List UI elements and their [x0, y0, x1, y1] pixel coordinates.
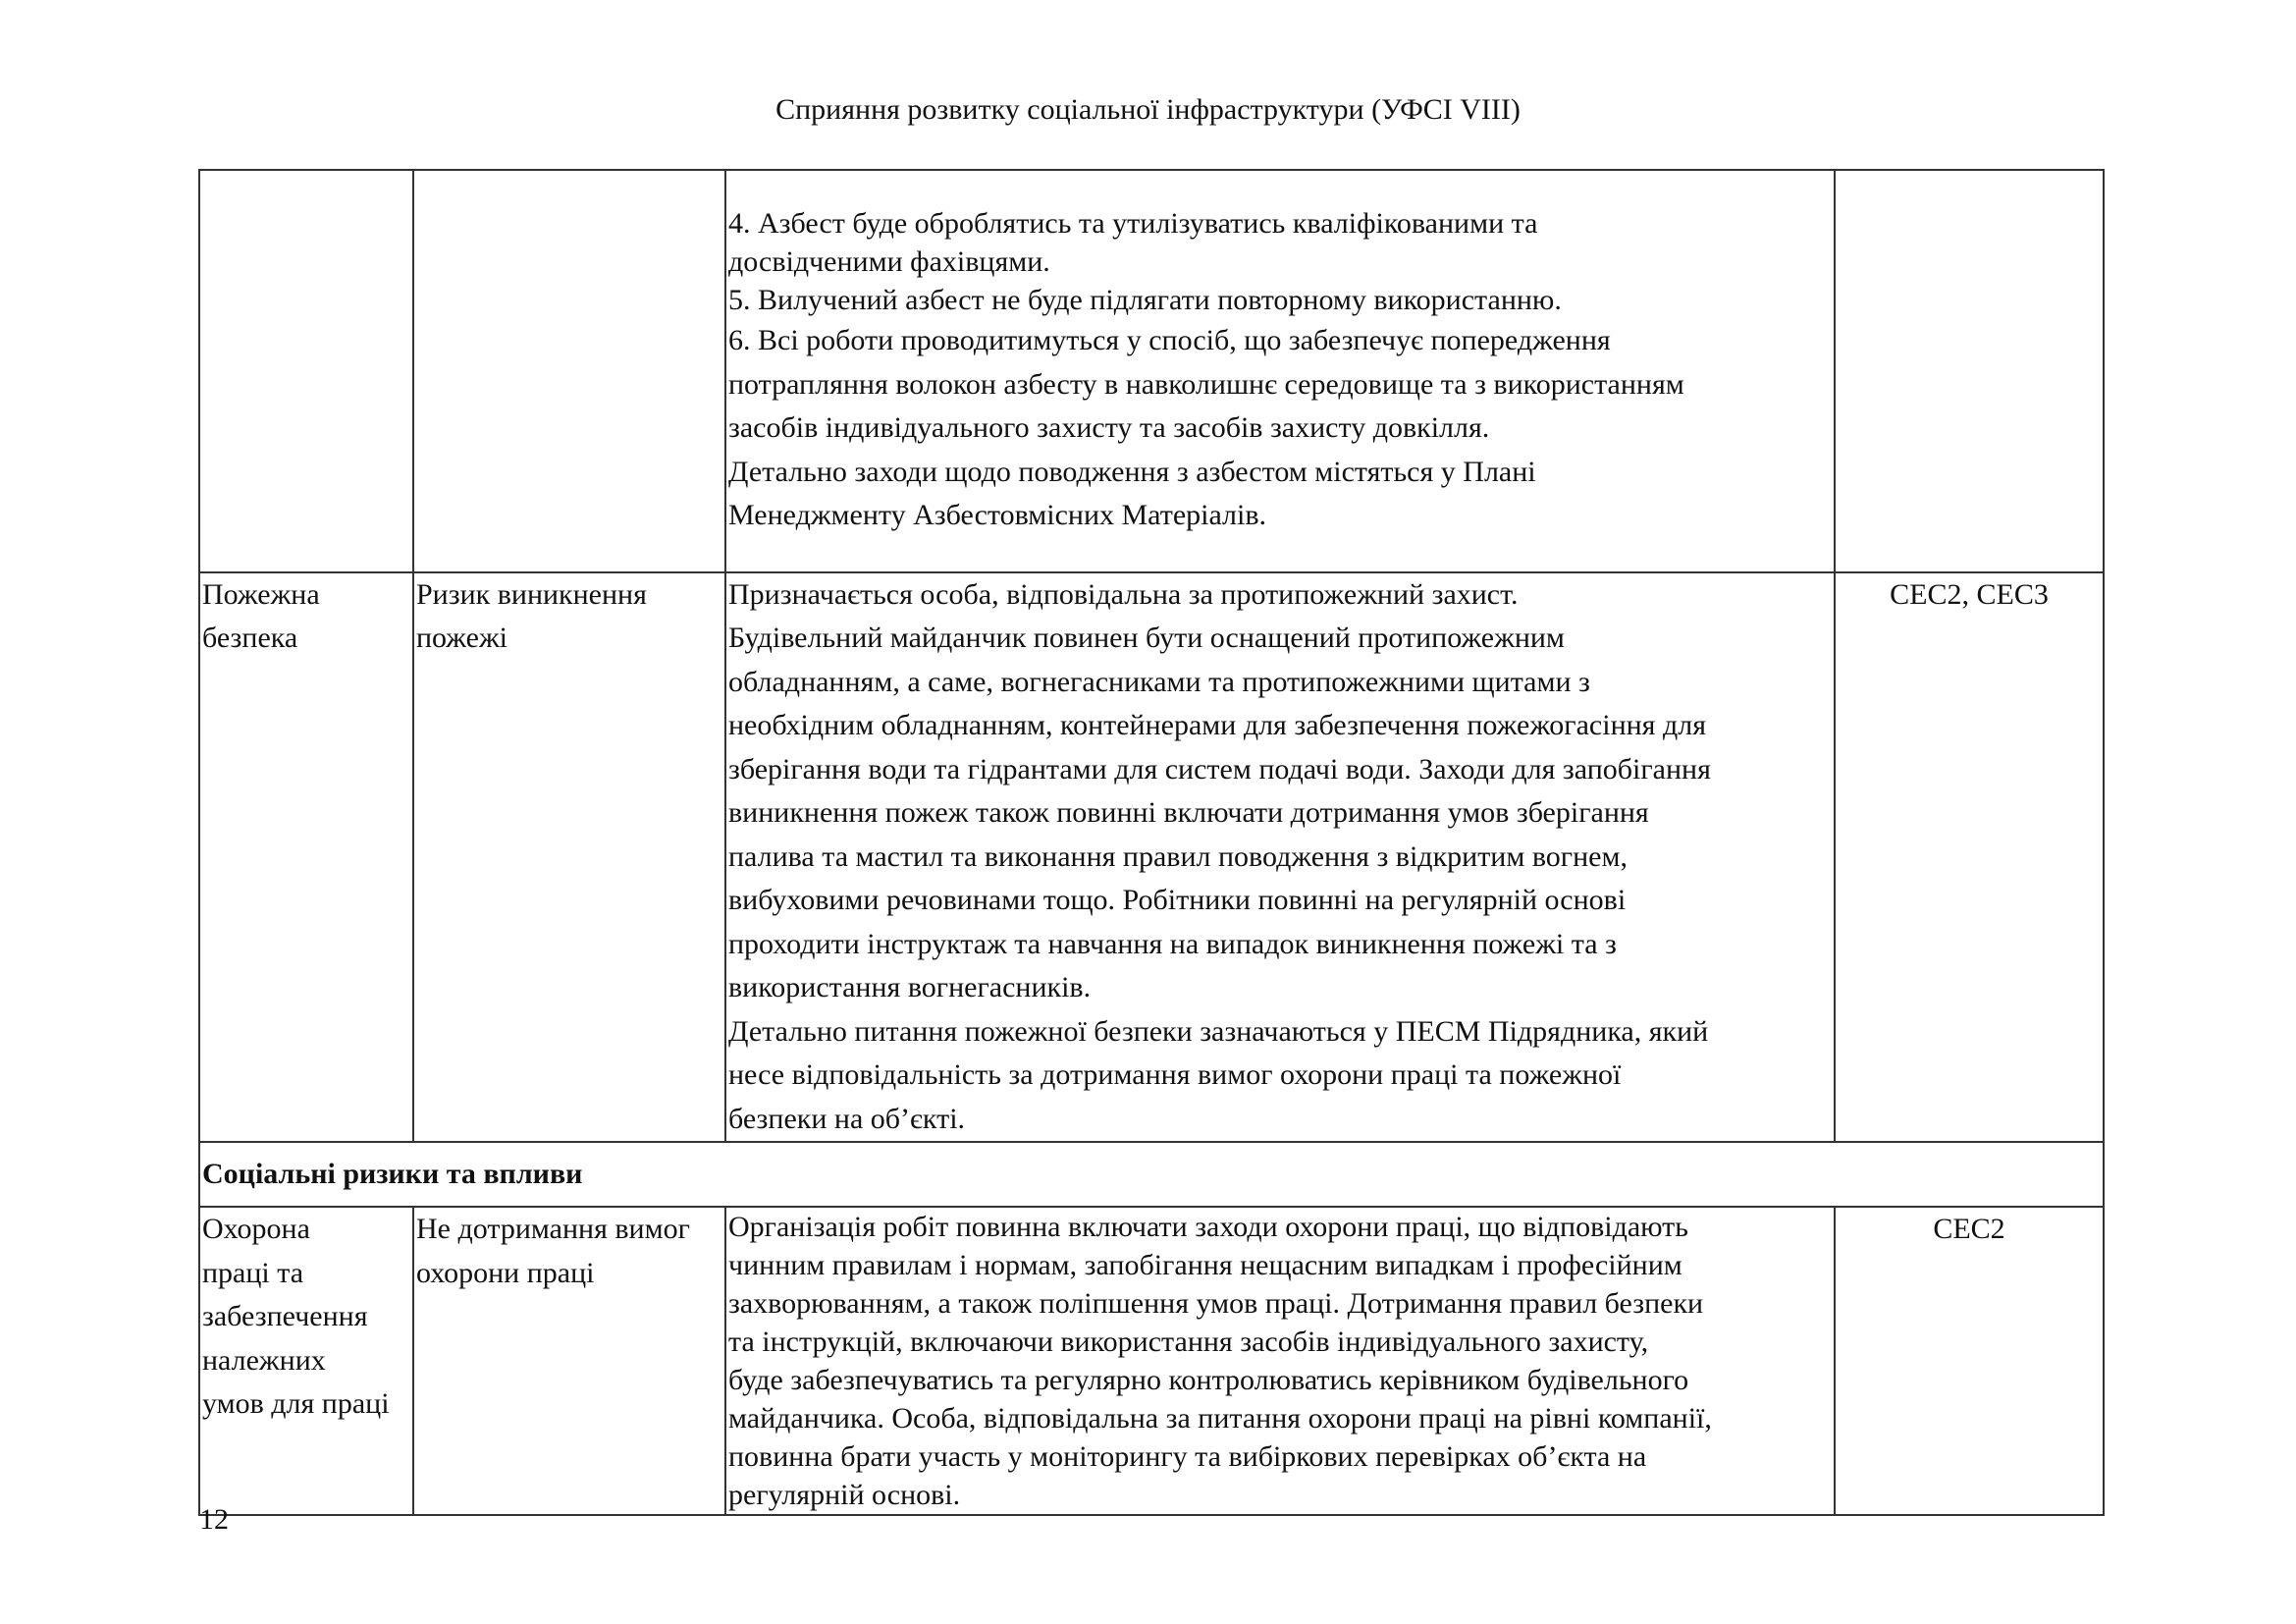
section-heading: Соціальні ризики та впливи — [199, 1142, 2104, 1207]
cell-risk — [413, 170, 725, 572]
table-row-asbestos — [199, 170, 2104, 572]
cell-measures: Організація робіт повинна включати заходи охорони праці, що відповідають чинним правилам і нормам, запобігання нещасним випадкам і професійним захворюванням, а також поліпшення умов праці. Дотримання правил безпеки та інструкцій, включаючи використання засобів індивідуального захисту, буде забезпечуватись та регулярно контролюватись керівником будівельного майданчика. Особа, відповідальна за питання охорони праці на рівні компанії, повинна брати участь у моніторингу та вибіркових перевірках об’єкта на регулярній основі. — [725, 1207, 1835, 1515]
cell-reference — [1835, 170, 2104, 572]
cell-topic: Охорона праці та забезпечення належних умов для праці — [199, 1207, 413, 1515]
asbestos-measures-part2: 6. Всі роботи проводитимуться у спосіб, що забезпечує попередження потрапляння волокон азбесту в навколишнє середовище та з використанням засобів індивідуального захисту та засобів захисту довкілля. Детально заходи щодо поводження з азбестом містяться у Плані Менеджменту Азбестовмісних Матеріалів. — [728, 324, 1684, 531]
cell-topic — [199, 170, 413, 572]
cell-reference: CEC2 — [1835, 1207, 2104, 1515]
cell-topic: Пожежна безпека — [199, 572, 413, 1143]
cell-risk: Ризик виникнення пожежі — [413, 572, 725, 1143]
cell-risk: Не дотримання вимог охорони праці — [413, 1207, 725, 1515]
table-row-labor-safety — [199, 1207, 2104, 1515]
cell-measures: Призначається особа, відповідальна за протипожежний захист. Будівельний майданчик повинен бути оснащений протипожежним обладнанням, а саме, вогнегасниками та протипожежними щитами з необхідним обладнанням, контейнерами для забезпечення пожежогасіння для зберігання води та гідрантами для систем подачі води. Заходи для запобігання виникнення пожеж також повинні включати дотримання умов зберігання палива та мастил та виконання правил поводження з відкритим вогнем, вибуховими речовинами тощо. Робітники повинні на регулярній основі проходити інструктаж та навчання на випадок виникнення пожежі та з використання вогнегасників. Детально питання пожежної безпеки зазначаються у ПЕСМ Підрядника, який несе відповідальність за дотримання вимог охорони праці та пожежної безпеки на об’єкті. — [725, 572, 1835, 1143]
page-number: 12 — [199, 1503, 229, 1536]
measures-table — [198, 169, 2105, 1516]
page-header-title: Сприяння розвитку соціальної інфраструктури (УФСІ VIII) — [775, 93, 1521, 126]
table-section-row — [199, 1142, 2104, 1207]
cell-measures — [725, 170, 1835, 572]
cell-reference: CEC2, CEC3 — [1835, 572, 2104, 1143]
asbestos-measures-part1: 4. Азбест буде оброблятись та утилізуватись кваліфікованими та досвідченими фахівцями. 5. Вилучений азбест не буде підлягати повторному використанню. — [728, 207, 1562, 316]
table-row-fire-safety — [199, 572, 2104, 1143]
